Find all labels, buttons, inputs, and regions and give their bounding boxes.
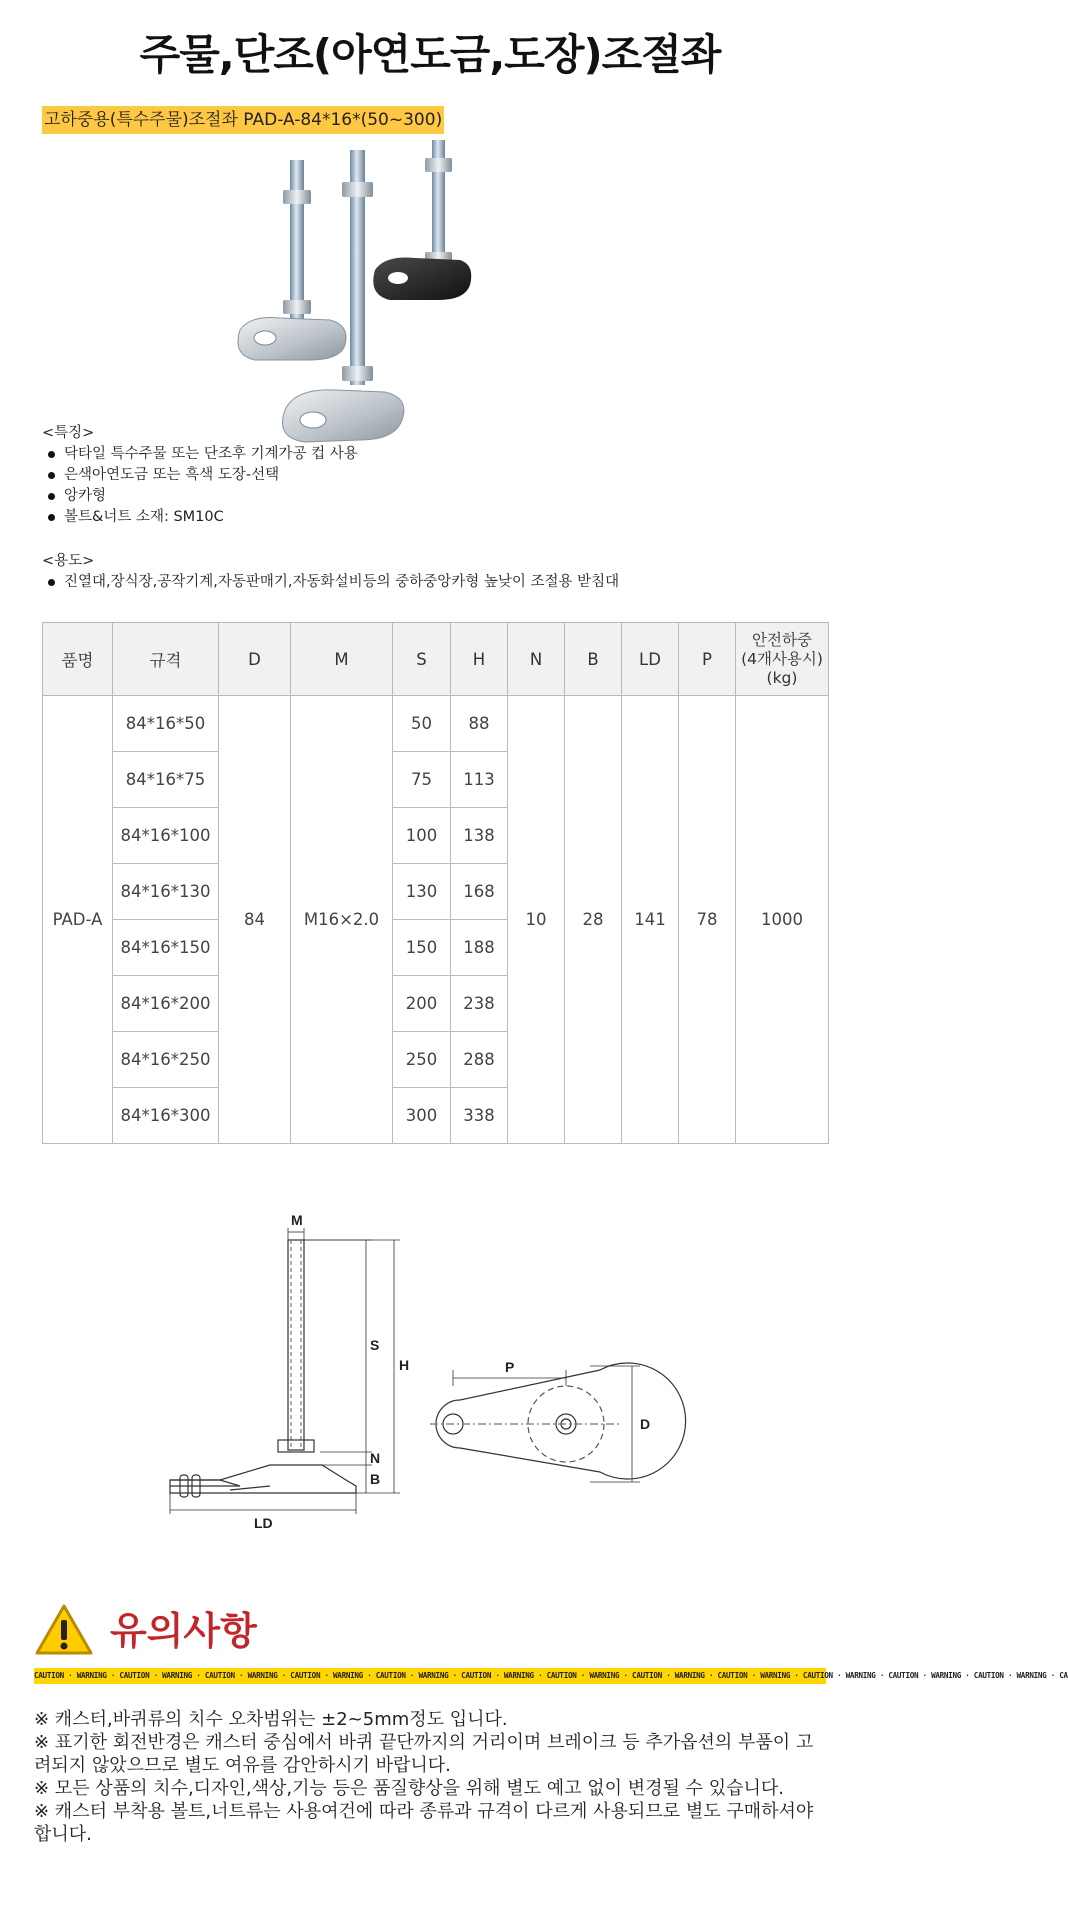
drawing-label-n: N (370, 1450, 381, 1466)
drawing-label-p: P (505, 1359, 515, 1375)
spec-table (42, 622, 829, 1144)
caution-notes (34, 1708, 824, 1846)
col-header-p: P (679, 623, 736, 696)
cell-s: 150 (393, 920, 451, 976)
col-header-load (736, 623, 829, 696)
col-header-s: S (393, 623, 451, 696)
usage-item: 진열대,장식장,공작기계,자동판매기,자동화설비등의 중하중앙카형 높낮이 조절용 받침대 (42, 572, 619, 593)
dimension-drawing (150, 1210, 740, 1540)
side-view (170, 1228, 400, 1514)
drawing-label-h: H (399, 1357, 410, 1373)
caution-note: ※ 표기한 회전반경은 캐스터 중심에서 바퀴 끝단까지의 거리이며 브레이크 등 추가옵션의 부품이 고려되지 않았으므로 별도 여유를 감안하시기 바랍니다. (34, 1732, 814, 1776)
cell-h: 288 (451, 1032, 508, 1088)
cell-h: 138 (451, 808, 508, 864)
cell-spec: 84*16*200 (113, 976, 219, 1032)
cell-spec: 84*16*130 (113, 864, 219, 920)
drawing-label-ld: LD (254, 1515, 273, 1531)
caution-note: ※ 캐스터 부착용 볼트,너트류는 사용여건에 따라 종류과 규격이 다르게 사용되므로 별도 구매하셔야 합니다. (34, 1801, 814, 1845)
feature-item: 앙카형 (42, 486, 358, 507)
cell-h: 188 (451, 920, 508, 976)
cell-spec: 84*16*75 (113, 752, 219, 808)
page-title: 주물,단조(아연도금,도장)조절좌 (139, 30, 721, 79)
cell-h: 238 (451, 976, 508, 1032)
features-list (42, 444, 358, 528)
cell-h: 88 (451, 696, 508, 752)
load-header-line: (4개사용시) (741, 649, 823, 668)
cell-n: 10 (508, 696, 565, 1144)
cell-spec: 84*16*300 (113, 1088, 219, 1144)
cell-h: 113 (451, 752, 508, 808)
feature-item: 볼트&너트 소재: SM10C (42, 507, 358, 528)
features-section (42, 423, 358, 528)
feature-item: 은색아연도금 또는 흑색 도장-선택 (42, 465, 358, 486)
usage-heading: <용도> (42, 553, 95, 569)
caution-strip (34, 1668, 1068, 1684)
cell-spec: 84*16*250 (113, 1032, 219, 1088)
cell-m: M16×2.0 (291, 696, 393, 1144)
cell-s: 100 (393, 808, 451, 864)
product-name: 고하중용(특수주물)조절좌 PAD-A-84*16*(50~300) (42, 106, 444, 134)
col-header-n: N (508, 623, 565, 696)
cell-s: 75 (393, 752, 451, 808)
col-header-m: M (291, 623, 393, 696)
col-header-ld: LD (622, 623, 679, 696)
cell-s: 130 (393, 864, 451, 920)
caution-note: ※ 모든 상품의 치수,디자인,색상,기능 등은 품질향상을 위해 별도 예고 없이 변경될 수 있습니다. (34, 1778, 784, 1799)
cell-s: 300 (393, 1088, 451, 1144)
cell-p: 78 (679, 696, 736, 1144)
cell-spec: 84*16*150 (113, 920, 219, 976)
col-header-spec: 규격 (113, 623, 219, 696)
warning-icon (34, 1603, 94, 1657)
features-heading: <특징> (42, 425, 95, 441)
drawing-label-m: M (291, 1212, 303, 1228)
drawing-label-d: D (640, 1416, 651, 1432)
feature-item: 닥타일 특수주물 또는 단조후 기계가공 컵 사용 (42, 444, 358, 465)
cell-model: PAD-A (43, 696, 113, 1144)
cell-h: 338 (451, 1088, 508, 1144)
load-header-line: 안전하중 (752, 630, 812, 649)
table-row (43, 696, 829, 752)
drawing-label-s: S (370, 1337, 380, 1353)
drawing-label-b: B (370, 1471, 381, 1487)
cell-spec: 84*16*100 (113, 808, 219, 864)
col-header-d: D (219, 623, 291, 696)
cell-s: 250 (393, 1032, 451, 1088)
product-photo (170, 140, 690, 470)
cell-d: 84 (219, 696, 291, 1144)
col-header-model: 품명 (43, 623, 113, 696)
caution-strip-text: CAUTION · WARNING · CAUTION · WARNING · CAUTION · WARNING · CAUTION · WARNING · CAUTION · WARNING · CAUTION · WARNING · CAUTION · WARNING · CAUTION · WARNING · CAUTION · WARNING · CAUTION · WARNING · CAUTION · WARNING · CAUTION · WARNING · CA (34, 1671, 1068, 1680)
usage-section (42, 551, 619, 593)
caution-note: ※ 캐스터,바퀴류의 치수 오차범위는 ±2~5mm정도 입니다. (34, 1709, 508, 1730)
usage-list (42, 572, 619, 593)
load-header-line: (kg) (766, 668, 798, 687)
cell-h: 168 (451, 864, 508, 920)
cell-spec: 84*16*50 (113, 696, 219, 752)
cell-load: 1000 (736, 696, 829, 1144)
table-header-row (43, 623, 829, 696)
cell-ld: 141 (622, 696, 679, 1144)
cell-s: 200 (393, 976, 451, 1032)
cell-s: 50 (393, 696, 451, 752)
col-header-h: H (451, 623, 508, 696)
col-header-b: B (565, 623, 622, 696)
caution-title: 유의사항 (110, 1609, 257, 1653)
cell-b: 28 (565, 696, 622, 1144)
